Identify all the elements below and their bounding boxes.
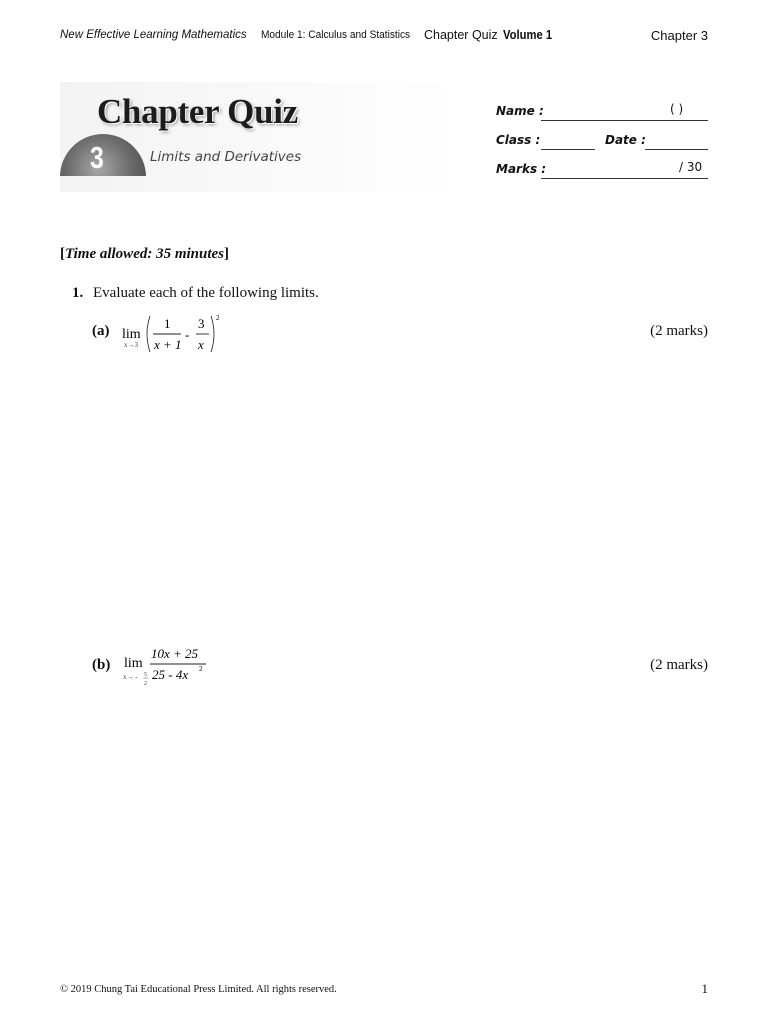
marks-field[interactable] xyxy=(541,178,708,179)
part-b-marks: (2 marks) xyxy=(650,657,708,673)
minus-sign: - xyxy=(185,327,190,342)
question-text: Evaluate each of the following limits. xyxy=(93,285,319,301)
exponent: 2 xyxy=(216,314,220,322)
volume-label: Volume 1 xyxy=(503,28,553,42)
exponent: 2 xyxy=(199,665,203,673)
fraction-denominator: 25 - 4x xyxy=(152,667,189,682)
limit-subscript: x→3 xyxy=(124,341,138,349)
chapter-label: Chapter 3 xyxy=(650,28,708,43)
class-label: Class : xyxy=(496,133,541,147)
page-header xyxy=(60,28,708,46)
limit-subscript-numerator: 5 xyxy=(144,672,147,678)
chapter-number: 3 xyxy=(90,140,104,175)
fraction-1-denominator: x + 1 xyxy=(154,337,182,352)
part-a-label: (a) xyxy=(92,323,110,339)
question-number: 1. xyxy=(72,285,84,301)
time-allowed-text: Time allowed: 35 minutes xyxy=(65,246,225,262)
fraction-2-denominator: x xyxy=(198,337,204,352)
limit-subscript: x→ - xyxy=(123,673,138,681)
book-title: New Effective Learning Mathematics xyxy=(60,29,247,41)
banner-title: Chapter Quiz xyxy=(97,92,298,131)
part-b-label: (b) xyxy=(92,657,111,673)
part-a-expression xyxy=(120,312,230,361)
class-field[interactable] xyxy=(541,149,595,150)
quiz-label: Chapter Quiz xyxy=(424,28,498,42)
lim-text: lim xyxy=(124,656,143,671)
fraction-numerator: 10x + 25 xyxy=(151,646,199,661)
date-label: Date : xyxy=(605,133,646,147)
marks-label: Marks : xyxy=(496,162,547,176)
module-title: Module 1: Calculus and Statistics xyxy=(261,29,411,41)
marks-total: / 30 xyxy=(679,160,703,174)
date-field[interactable] xyxy=(645,149,708,150)
fraction-2-numerator: 3 xyxy=(198,316,205,331)
name-label: Name : xyxy=(496,104,544,118)
banner-subtitle: Limits and Derivatives xyxy=(150,149,302,165)
fraction-1-numerator: 1 xyxy=(164,316,171,331)
limit-subscript-denominator: 2 xyxy=(144,681,147,687)
class-number-paren: ( ) xyxy=(670,102,684,116)
name-field[interactable] xyxy=(541,120,708,121)
part-b-expression xyxy=(120,642,220,695)
copyright-notice: © 2019 Chung Tai Educational Press Limited. All rights reserved. xyxy=(60,984,337,995)
part-a-marks: (2 marks) xyxy=(650,323,708,339)
time-allowed: [Time allowed: 35 minutes] xyxy=(60,246,230,262)
chapter-banner xyxy=(60,82,460,192)
lim-text: lim xyxy=(122,327,141,342)
page-number: 1 xyxy=(701,981,708,996)
